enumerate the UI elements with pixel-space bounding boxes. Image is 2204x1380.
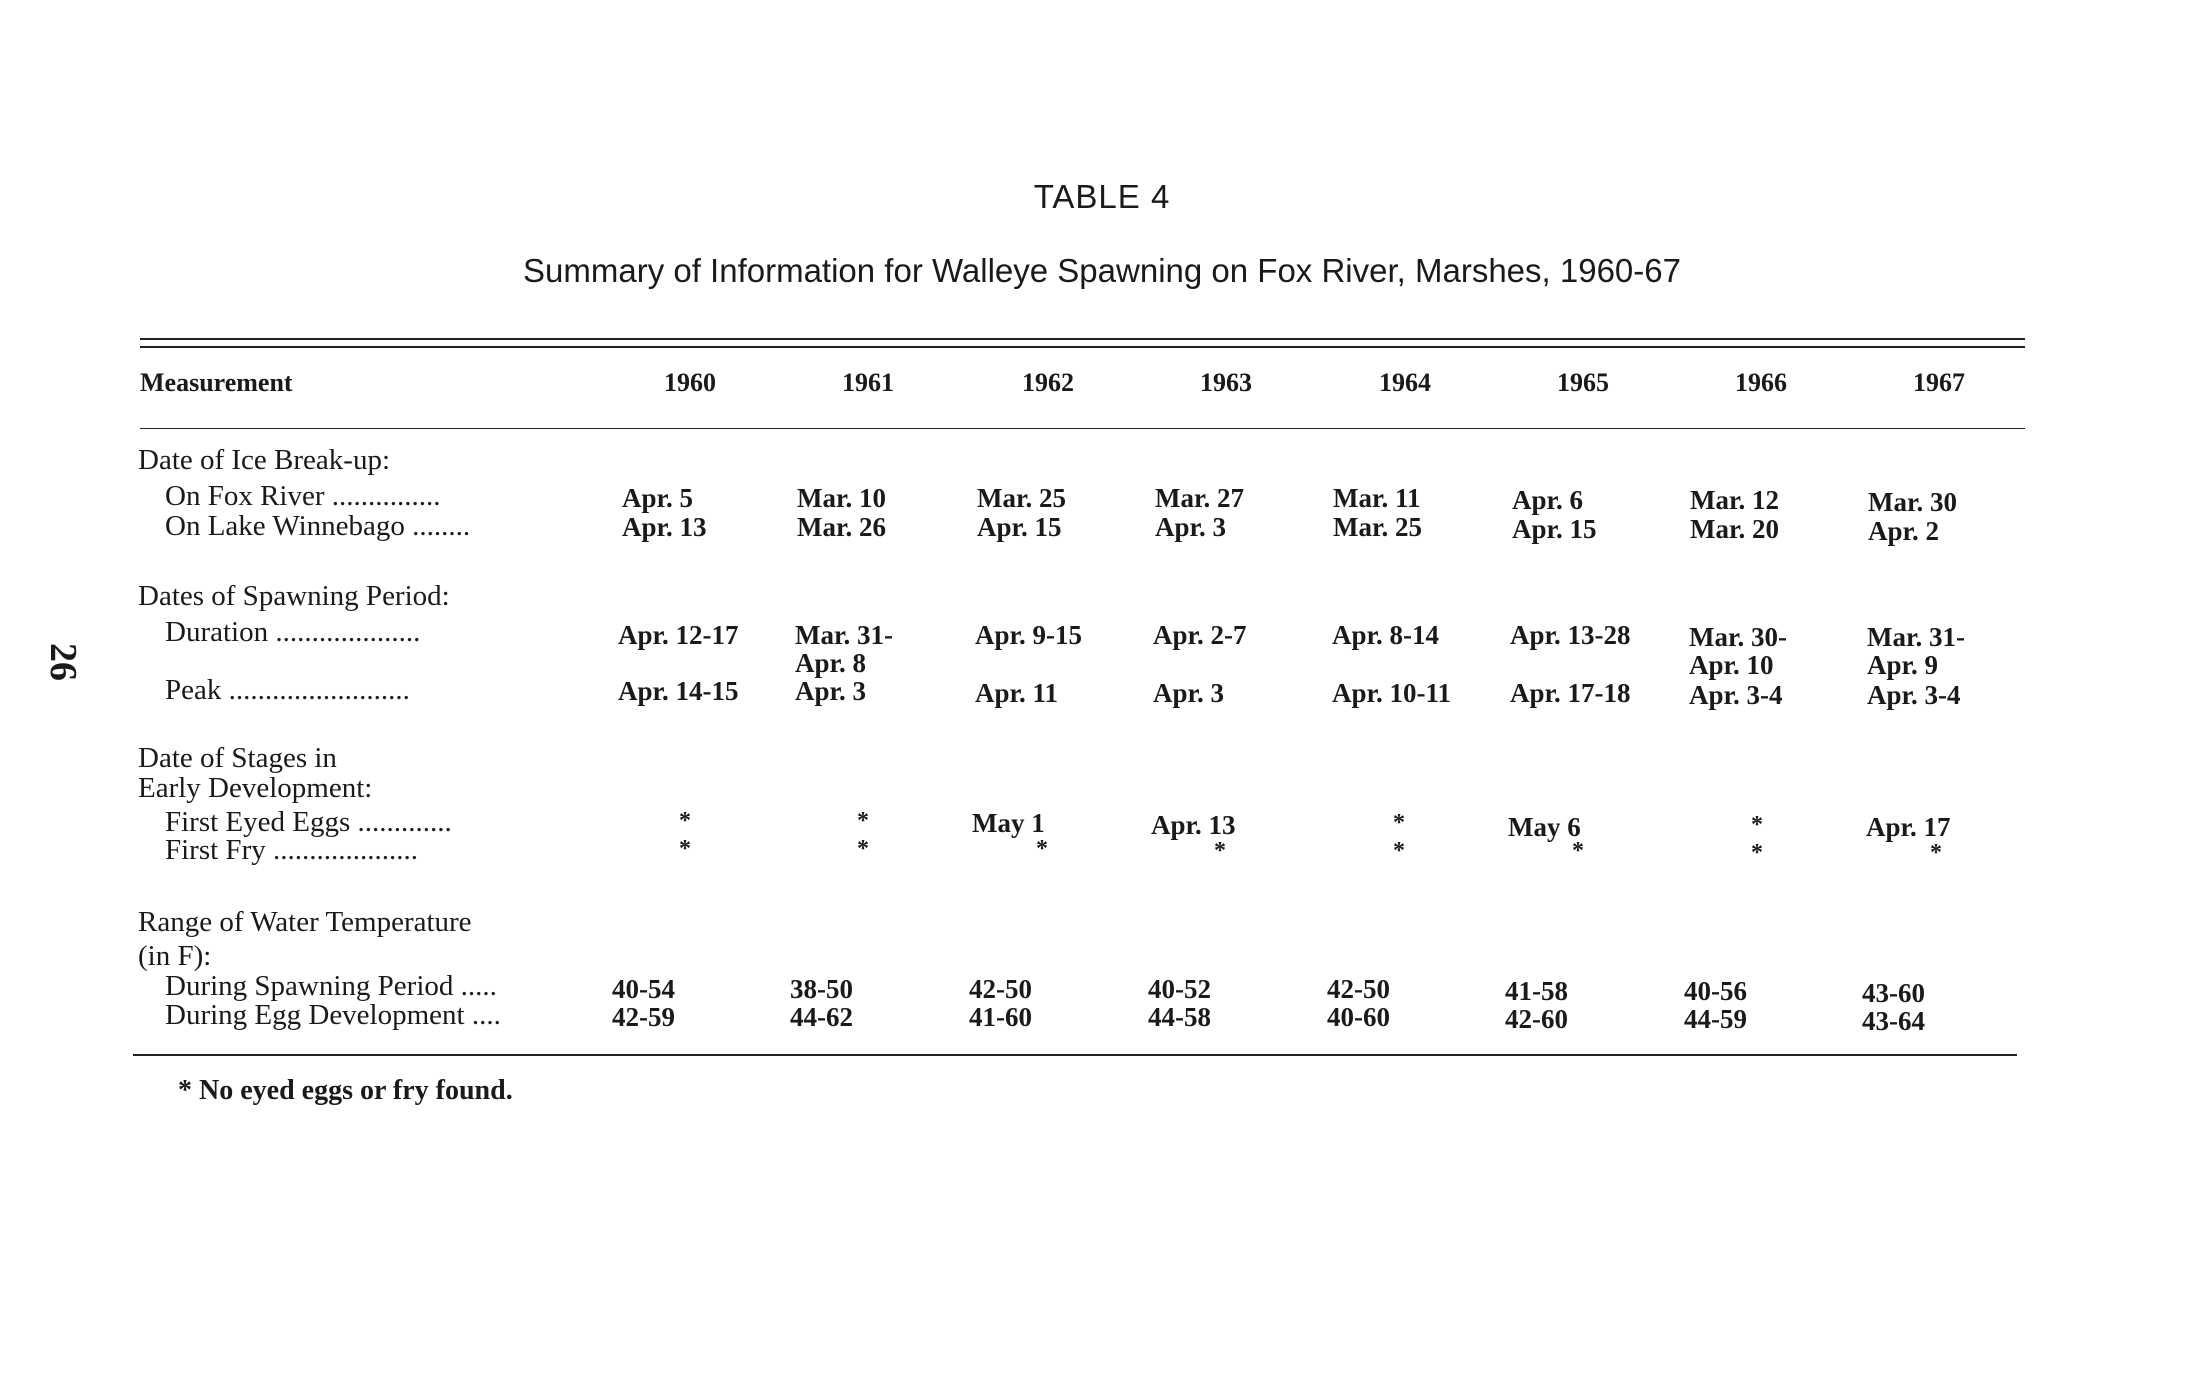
cell-duration: Mar. 31-	[1867, 622, 1965, 652]
cell-first-fry: *	[1036, 836, 1048, 862]
header-year: 1966	[1735, 368, 1787, 397]
row-label-first-fry: First Fry ....................	[165, 834, 418, 866]
section-temperature-line-1: Range of Water Temperature	[138, 906, 472, 938]
cell-spawning-temperature: 40-54	[612, 974, 675, 1004]
cell-duration: Mar. 31-	[795, 620, 893, 650]
cell-duration: Apr. 13-28	[1510, 620, 1631, 650]
cell-spawning-temperature: 38-50	[790, 974, 853, 1004]
cell-spawning-temperature: 40-56	[1684, 976, 1747, 1006]
cell-first-fry: *	[1751, 840, 1763, 866]
cell-duration-continued: Apr. 8	[795, 648, 867, 678]
section-stages-line-2: Early Development:	[138, 772, 373, 804]
cell-egg-temperature: 44-62	[790, 1002, 853, 1032]
table-label: TABLE 4	[1033, 178, 1171, 215]
cell-duration: Apr. 9-15	[975, 620, 1083, 650]
cell-fox-river: Mar. 27	[1155, 483, 1244, 513]
cell-lake-winnebago: Mar. 25	[1333, 512, 1422, 542]
row-label-egg-temperature: During Egg Development ....	[165, 999, 501, 1031]
row-label-peak: Peak .........................	[165, 674, 410, 706]
header-year: 1967	[1913, 368, 1965, 397]
cell-first-fry: *	[1214, 838, 1226, 864]
cell-duration-continued: Apr. 10	[1689, 650, 1774, 680]
cell-fox-river: Mar. 25	[977, 483, 1066, 513]
row-label-fox-river: On Fox River ...............	[165, 480, 441, 512]
cell-duration: Apr. 8-14	[1332, 620, 1440, 650]
cell-duration: Apr. 2-7	[1153, 620, 1247, 650]
header-year: 1962	[1022, 368, 1074, 397]
cell-egg-temperature: 42-60	[1505, 1004, 1568, 1034]
cell-duration: Apr. 12-17	[618, 620, 739, 650]
header-year: 1965	[1557, 368, 1609, 397]
cell-spawning-temperature: 40-52	[1148, 974, 1211, 1004]
cell-first-fry: *	[679, 836, 691, 862]
cell-fox-river: Apr. 5	[622, 483, 694, 513]
cell-first-fry: *	[1572, 838, 1584, 864]
header-year: 1961	[842, 368, 894, 397]
page-number: 26	[42, 643, 84, 681]
top-rule-lower	[140, 346, 2025, 348]
row-label-first-eyed-eggs: First Eyed Eggs .............	[165, 806, 452, 838]
cell-egg-temperature: 41-60	[969, 1002, 1032, 1032]
header-rule	[140, 428, 2025, 429]
cell-first-fry: *	[857, 836, 869, 862]
cell-first-eyed-eggs: May 6	[1508, 812, 1581, 842]
row-label-spawning-temperature: During Spawning Period .....	[165, 970, 497, 1002]
cell-lake-winnebago: Mar. 26	[797, 512, 886, 542]
cell-first-fry: *	[1393, 838, 1405, 864]
cell-lake-winnebago: Apr. 2	[1868, 516, 1940, 546]
cell-fox-river: Mar. 11	[1333, 483, 1421, 513]
row-label-duration: Duration ....................	[165, 616, 421, 648]
cell-peak: Apr. 3-4	[1689, 680, 1783, 710]
cell-peak: Apr. 3-4	[1867, 680, 1961, 710]
cell-first-eyed-eggs: Apr. 17	[1866, 812, 1951, 842]
cell-first-eyed-eggs: *	[1751, 812, 1763, 838]
section-stages-line-1: Date of Stages in	[138, 742, 337, 774]
section-spawning-period: Dates of Spawning Period:	[138, 580, 450, 612]
section-ice-breakup: Date of Ice Break-up:	[138, 444, 391, 476]
top-rule-upper	[140, 338, 2025, 340]
cell-lake-winnebago: Apr. 13	[622, 512, 707, 542]
section-temperature-line-2: (in F):	[138, 940, 212, 972]
header-year: 1964	[1379, 368, 1431, 397]
bottom-rule	[133, 1054, 2017, 1056]
cell-first-eyed-eggs: May 1	[972, 808, 1045, 838]
cell-egg-temperature: 44-58	[1148, 1002, 1211, 1032]
cell-lake-winnebago: Apr. 3	[1155, 512, 1227, 542]
cell-first-eyed-eggs: Apr. 13	[1151, 810, 1236, 840]
cell-fox-river: Mar. 10	[797, 483, 886, 513]
row-label-lake-winnebago: On Lake Winnebago ........	[165, 510, 471, 542]
cell-peak: Apr. 3	[1153, 678, 1225, 708]
table-title: Summary of Information for Walleye Spawning on Fox River, Marshes, 1960-67	[523, 252, 1681, 289]
cell-first-fry: *	[1930, 840, 1942, 866]
cell-lake-winnebago: Apr. 15	[977, 512, 1062, 542]
header-year: 1960	[664, 368, 716, 397]
cell-first-eyed-eggs: *	[857, 808, 869, 834]
cell-fox-river: Mar. 30	[1868, 487, 1957, 517]
cell-egg-temperature: 40-60	[1327, 1002, 1390, 1032]
cell-fox-river: Mar. 12	[1690, 485, 1779, 515]
cell-egg-temperature: 44-59	[1684, 1004, 1747, 1034]
cell-peak: Apr. 3	[795, 676, 867, 706]
cell-first-eyed-eggs: *	[679, 808, 691, 834]
cell-peak: Apr. 14-15	[618, 676, 739, 706]
cell-spawning-temperature: 42-50	[1327, 974, 1390, 1004]
cell-duration-continued: Apr. 9	[1867, 650, 1939, 680]
cell-first-eyed-eggs: *	[1393, 810, 1405, 836]
cell-peak: Apr. 10-11	[1332, 678, 1452, 708]
cell-spawning-temperature: 43-60	[1862, 978, 1925, 1008]
cell-egg-temperature: 43-64	[1862, 1006, 1925, 1036]
cell-lake-winnebago: Mar. 20	[1690, 514, 1779, 544]
cell-peak: Apr. 11	[975, 678, 1059, 708]
cell-fox-river: Apr. 6	[1512, 485, 1584, 515]
cell-lake-winnebago: Apr. 15	[1512, 514, 1597, 544]
cell-peak: Apr. 17-18	[1510, 678, 1631, 708]
cell-egg-temperature: 42-59	[612, 1002, 675, 1032]
footnote: * No eyed eggs or fry found.	[178, 1075, 513, 1106]
cell-spawning-temperature: 42-50	[969, 974, 1032, 1004]
header-measurement: Measurement	[140, 368, 293, 397]
header-year: 1963	[1200, 368, 1252, 397]
cell-spawning-temperature: 41-58	[1505, 976, 1568, 1006]
cell-duration: Mar. 30-	[1689, 622, 1787, 652]
